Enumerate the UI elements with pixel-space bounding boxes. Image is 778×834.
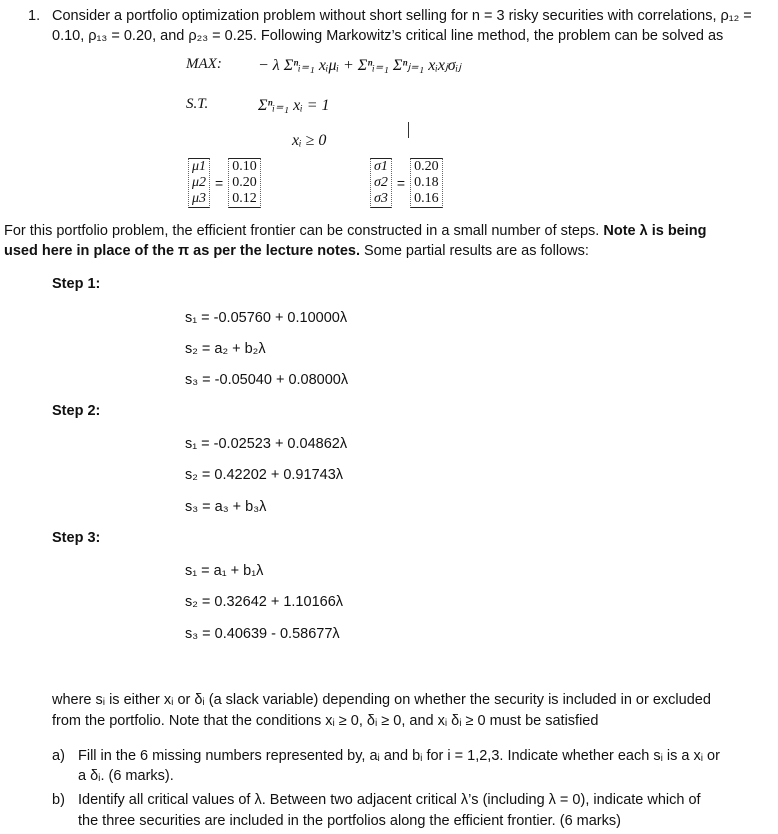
mu-label: μ3 [192, 191, 207, 206]
mu-value-vector [228, 158, 261, 208]
sigma-value: 0.20 [414, 159, 439, 174]
sigma-value: 0.16 [414, 191, 439, 206]
text-cursor [408, 122, 409, 138]
step-3-equation: s₁ = a₁ + b₁λ [185, 563, 264, 579]
mu-value: 0.20 [232, 175, 257, 190]
step-2-equation: s₂ = 0.42202 + 0.91743λ [185, 467, 344, 483]
intro-line-1 [4, 223, 707, 239]
max-label: MAX: [186, 56, 222, 72]
where-line-1: where sᵢ is either xᵢ or δᵢ (a slack variable) depending on whether the security is included in or excluded [52, 692, 711, 708]
subject-to-label: S.T. [186, 96, 209, 112]
sigma-label: σ3 [374, 191, 388, 206]
sigma-label-vector [370, 158, 392, 208]
objective-function: − λ Σⁿᵢ₌₁ xᵢμᵢ + Σⁿᵢ₌₁ Σⁿⱼ₌₁ xᵢxⱼσᵢⱼ [258, 57, 461, 74]
intro-note-bold: Note λ is being [603, 223, 707, 239]
part-b-line-2: the three securities are included in the portfolios along the efficient frontier. (6 marks) [78, 813, 621, 829]
mu-matrix [188, 158, 261, 208]
step-1-label: Step 1: [52, 276, 101, 292]
mu-value: 0.12 [232, 191, 257, 206]
question-text-line-1: Consider a portfolio optimization problem without short selling for n = 3 risky securities with correlations, ρ₁₂ = [52, 8, 752, 24]
intro-text: For this portfolio problem, the efficient frontier can be constructed in a small number of steps. [4, 223, 604, 239]
mu-value: 0.10 [232, 159, 257, 174]
intro-text: Some partial results are as follows: [359, 243, 589, 259]
part-a-line-1: Fill in the 6 missing numbers represented by, aᵢ and bᵢ for i = 1,2,3. Indicate whether each sᵢ is a xᵢ or [78, 748, 720, 764]
step-1-equation: s₂ = a₂ + b₂λ [185, 341, 266, 357]
equals-sign: = [215, 175, 224, 191]
step-3-equation: s₂ = 0.32642 + 1.10166λ [185, 594, 344, 610]
where-line-2: from the portfolio. Note that the conditions xᵢ ≥ 0, δᵢ ≥ 0, and xᵢ δᵢ ≥ 0 must be satisfied [52, 713, 599, 729]
mu-label: μ1 [192, 159, 207, 174]
sigma-value-vector [410, 158, 443, 208]
step-3-label: Step 3: [52, 530, 101, 546]
step-2-equation: s₁ = -0.02523 + 0.04862λ [185, 436, 348, 452]
step-3-equation: s₃ = 0.40639 - 0.58677λ [185, 626, 340, 642]
intro-line-2 [4, 243, 589, 259]
part-a-label: a) [52, 748, 65, 764]
sigma-label: σ1 [374, 159, 388, 174]
question-number: 1. [28, 8, 41, 24]
sigma-matrix [370, 158, 443, 208]
sigma-value: 0.18 [414, 175, 439, 190]
mu-label: μ2 [192, 175, 207, 190]
nonnegativity-constraint: xᵢ ≥ 0 [292, 132, 327, 149]
part-b-label: b) [52, 792, 65, 808]
mu-label-vector [188, 158, 210, 208]
question-text-line-2: 0.10, ρ₁₃ = 0.20, and ρ₂₃ = 0.25. Following Markowitz’s critical line method, the problem can be solved as [52, 28, 724, 44]
step-1-equation: s₁ = -0.05760 + 0.10000λ [185, 310, 348, 326]
equals-sign: = [396, 175, 406, 191]
step-2-label: Step 2: [52, 403, 101, 419]
step-1-equation: s₃ = -0.05040 + 0.08000λ [185, 372, 349, 388]
sigma-label: σ2 [374, 175, 388, 190]
intro-note-bold: used here in place of the π as per the lecture notes. [4, 243, 360, 259]
budget-constraint: Σⁿᵢ₌₁ xᵢ = 1 [258, 97, 330, 114]
step-2-equation: s₃ = a₃ + b₃λ [185, 499, 267, 515]
part-b-line-1: Identify all critical values of λ. Between two adjacent critical λ’s (including λ = 0), indicate which of [78, 792, 701, 808]
part-a-line-2: a δᵢ. (6 marks). [78, 768, 174, 784]
